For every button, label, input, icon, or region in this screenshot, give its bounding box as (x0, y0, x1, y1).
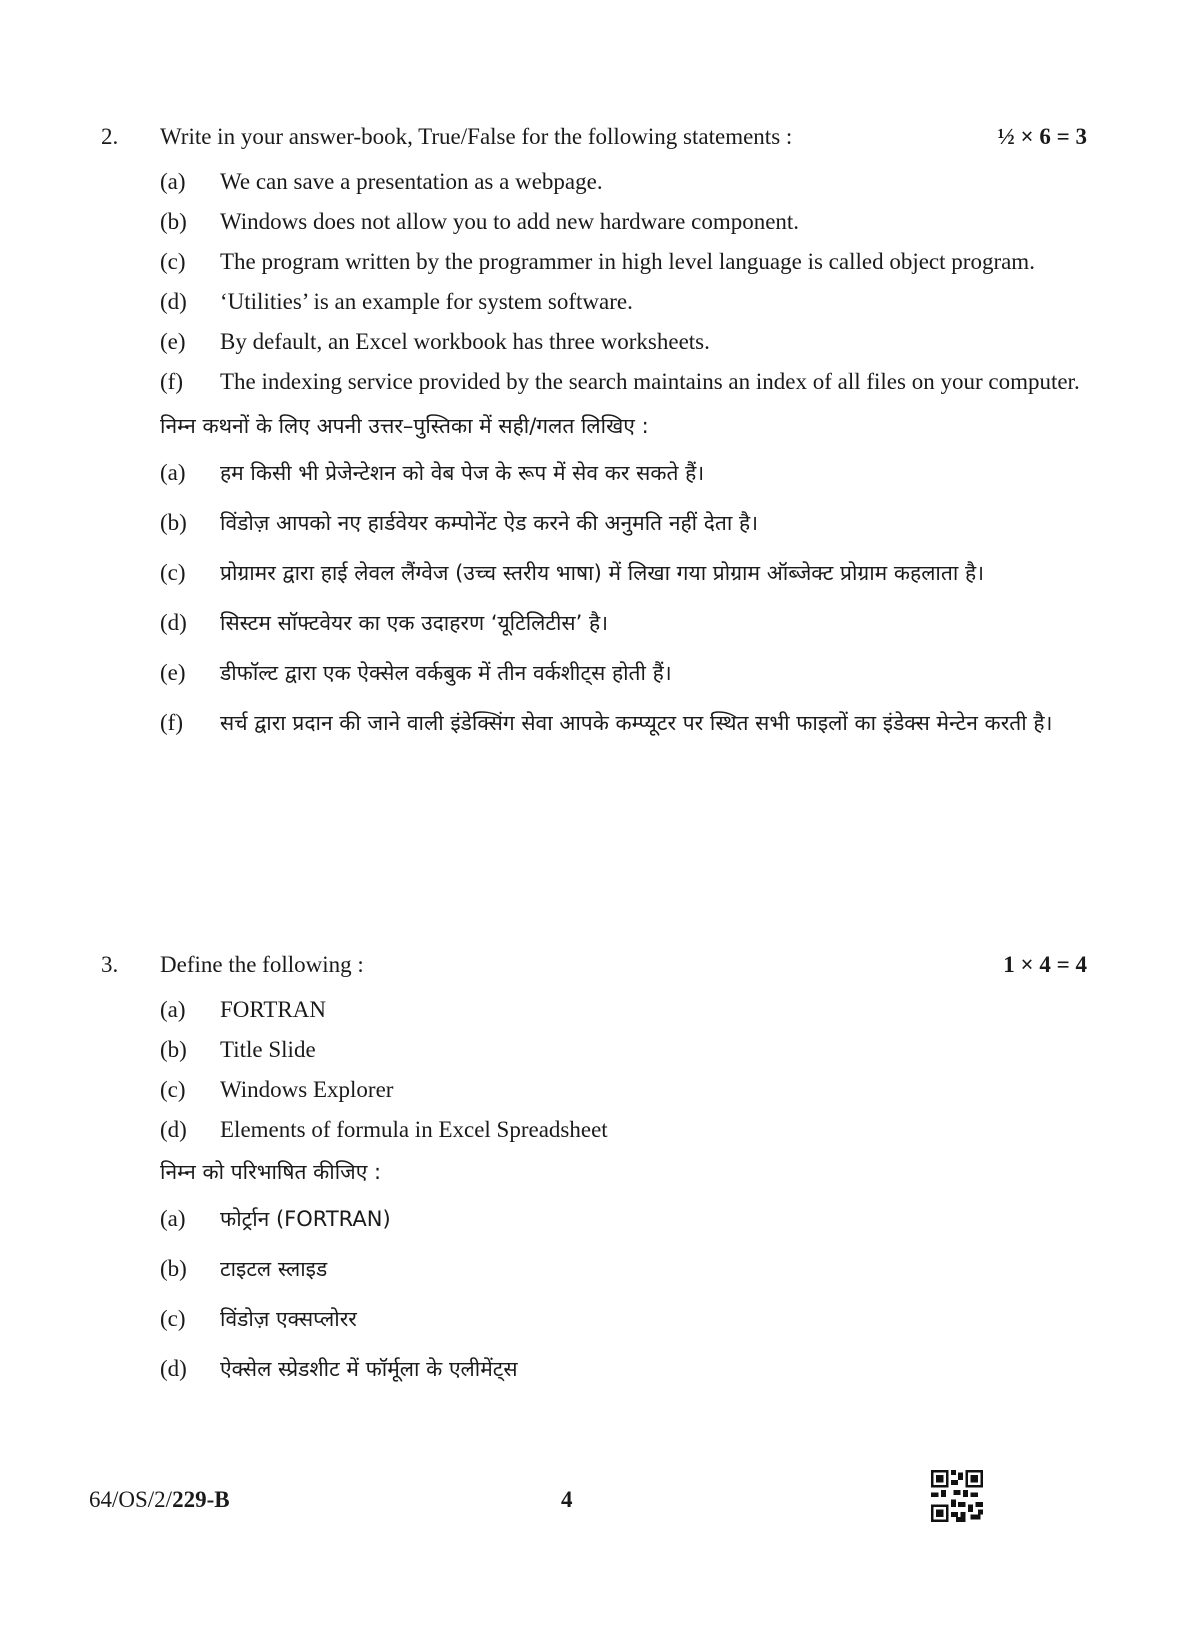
item-text: We can save a presentation as a webpage. (220, 169, 603, 194)
item-text: ‘Utilities’ is an example for system software. (220, 289, 633, 314)
marks: ½ × 6 = 3 (997, 124, 1087, 149)
paper-code (89, 1487, 230, 1513)
hindi-heading: निम्न कथनों के लिए अपनी उत्तर–पुस्तिका में सही/गलत लिखिए : (160, 414, 649, 438)
list-item (101, 1296, 1087, 1342)
list-item (101, 700, 1087, 746)
question-text: Write in your answer-book, True/False for the following statements : (160, 124, 793, 149)
question-3 (101, 952, 1087, 1392)
item-text: फोर्ट्रान (FORTRAN) (220, 1207, 391, 1231)
item-label: (a) (160, 1206, 186, 1231)
list-item (101, 500, 1087, 546)
item-label: (f) (160, 710, 183, 735)
list-item (101, 1346, 1087, 1392)
item-text: Title Slide (220, 1037, 316, 1062)
question-3-header (101, 952, 1087, 992)
item-label: (c) (160, 560, 186, 585)
list-item (101, 600, 1087, 646)
item-label: (b) (160, 209, 187, 234)
item-label: (d) (160, 289, 187, 314)
item-text: Windows Explorer (220, 1077, 394, 1102)
item-text: सिस्टम सॉफ्टवेयर का एक उदाहरण ‘यूटिलिटीस’ है। (220, 611, 609, 635)
list-item (101, 324, 1087, 360)
item-label: (b) (160, 510, 187, 535)
item-text: प्रोग्रामर द्वारा हाई लेवल लैंग्वेज (उच्च स्तरीय भाषा) में लिखा गया प्रोग्राम ऑब्जेक्ट प्रोग्राम कहलाता है। (220, 561, 985, 585)
item-text: The program written by the programmer in high level language is called object program. (220, 249, 1035, 274)
list-item (101, 550, 1087, 596)
question-number: 2. (101, 124, 119, 149)
list-item (101, 204, 1087, 240)
list-item (101, 1246, 1087, 1292)
list-item (101, 164, 1087, 200)
question-2-header (101, 124, 1087, 164)
item-label: (e) (160, 660, 186, 685)
question-2 (101, 124, 1087, 746)
item-text: By default, an Excel workbook has three worksheets. (220, 329, 710, 354)
item-label: (c) (160, 1077, 186, 1102)
item-text: हम किसी भी प्रेजेन्टेशन को वेब पेज के रूप में सेव कर सकते हैं। (220, 461, 705, 485)
list-item (101, 284, 1087, 320)
item-label: (d) (160, 1117, 187, 1142)
list-item (101, 450, 1087, 496)
item-text: ऐक्सेल स्प्रेडशीट में फॉर्मूला के एलीमेंट्स (220, 1357, 518, 1381)
question-text: Define the following : (160, 952, 364, 977)
list-item (101, 650, 1087, 696)
item-label: (f) (160, 369, 183, 394)
item-label: (a) (160, 169, 186, 194)
item-text: Elements of formula in Excel Spreadsheet (220, 1117, 608, 1142)
list-item (101, 244, 1087, 280)
item-label: (b) (160, 1256, 187, 1281)
list-item (101, 364, 1087, 400)
item-label: (c) (160, 1306, 186, 1331)
hindi-heading: निम्न को परिभाषित कीजिए : (160, 1160, 382, 1184)
item-label: (b) (160, 1037, 187, 1062)
item-text: The indexing service provided by the search maintains an index of all files on your computer. (220, 369, 1080, 394)
marks: 1 × 4 = 4 (1003, 952, 1087, 977)
list-item (101, 1196, 1087, 1242)
item-text: सर्च द्वारा प्रदान की जाने वाली इंडेक्सिंग सेवा आपके कम्प्यूटर पर स्थित सभी फाइलों का इंडेक्स मेन्टेन करती है। (220, 711, 1053, 735)
hindi-section (101, 408, 1087, 746)
item-label: (a) (160, 997, 186, 1022)
item-label: (a) (160, 460, 186, 485)
item-text: विंडोज़ एक्सप्लोरर (220, 1307, 357, 1331)
item-text: FORTRAN (220, 997, 326, 1022)
item-text: डीफॉल्ट द्वारा एक ऐक्सेल वर्कबुक में तीन वर्कशीट्स होती हैं। (220, 661, 672, 685)
list-item (101, 1072, 1087, 1108)
list-item (101, 992, 1087, 1028)
page-footer (89, 1487, 1089, 1517)
paper-code-prefix: 64/OS/2/ (89, 1487, 173, 1512)
item-text: टाइटल स्लाइड (220, 1257, 328, 1281)
item-text: विंडोज़ आपको नए हार्डवेयर कम्पोनेंट ऐड करने की अनुमति नहीं देता है। (220, 511, 759, 535)
qr-code-icon (931, 1470, 983, 1522)
item-label: (c) (160, 249, 186, 274)
item-text: Windows does not allow you to add new hardware component. (220, 209, 800, 234)
item-label: (d) (160, 1356, 187, 1381)
question-number: 3. (101, 952, 119, 977)
paper-code-bold: 229-B (172, 1487, 230, 1512)
list-item (101, 1112, 1087, 1148)
page-number: 4 (561, 1487, 573, 1512)
item-label: (d) (160, 610, 187, 635)
item-label: (e) (160, 329, 186, 354)
list-item (101, 1032, 1087, 1068)
hindi-section (101, 1154, 1087, 1392)
